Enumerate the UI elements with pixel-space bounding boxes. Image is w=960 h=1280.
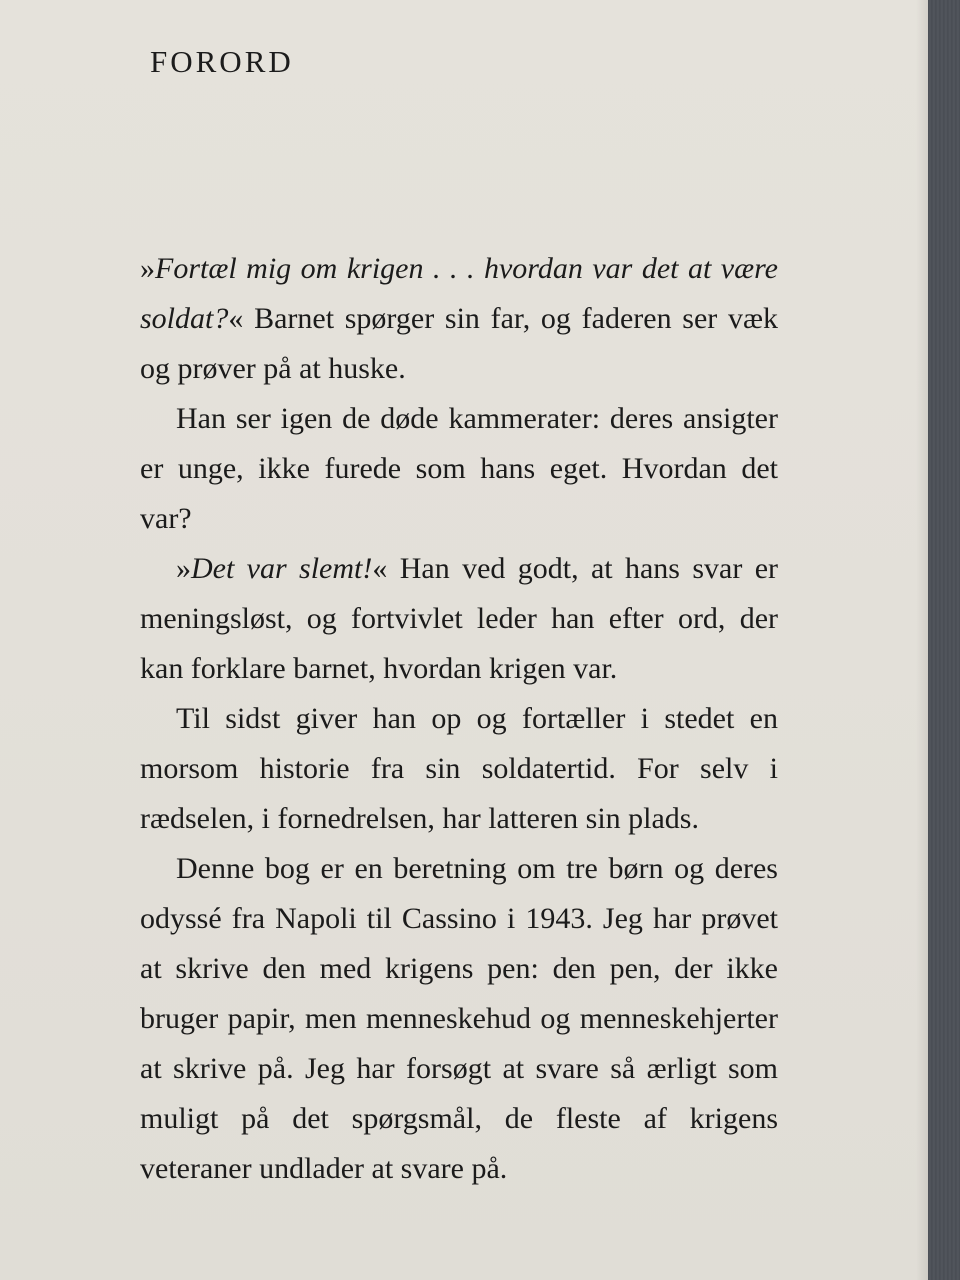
paragraph-text: Barnet spørger sin far, og faderen ser væk og prøver på at huske. <box>140 302 778 385</box>
paragraph-2: Han ser igen de døde kammerater: deres ansigter er unge, ikke furede som hans eget. Hvordan det var? <box>140 402 778 535</box>
paragraph-1 <box>140 244 778 394</box>
close-quote: « <box>228 302 244 335</box>
open-quote: » <box>140 252 155 285</box>
body-text <box>140 244 778 1194</box>
paragraph-5: Denne bog er en beretning om tre børn og deres odyssé fra Napoli til Cassino i 1943. Jeg har prøvet at skrive den med krigens pen: den pen, der ikke bruger papir, men menneskehud og menneskehjerter at skrive på. Jeg har forsøgt at svare så ærligt som muligt på det spørgsmål, de fleste af krigens veteraner undlader at svare på. <box>140 852 778 1185</box>
quoted-question: Fortæl mig om krigen . . . hvordan var det at være soldat? <box>140 252 778 335</box>
paragraph-3 <box>140 544 778 694</box>
quoted-answer: Det var slemt! <box>191 552 373 585</box>
paragraph-text: Han ved godt, at hans svar er meningsløst, og fortvivlet leder han efter ord, der kan forklare barnet, hvordan krigen var. <box>140 552 778 685</box>
page-edge-shadow <box>916 0 928 1280</box>
page-heading: FORORD <box>150 44 294 79</box>
book-cover-edge <box>928 0 960 1280</box>
open-quote: » <box>176 552 191 585</box>
close-quote: « <box>372 552 388 585</box>
paragraph-4: Til sidst giver han op og fortæller i stedet en morsom historie fra sin soldatertid. For selv i rædselen, i fornedrelsen, har latteren sin plads. <box>140 702 778 835</box>
